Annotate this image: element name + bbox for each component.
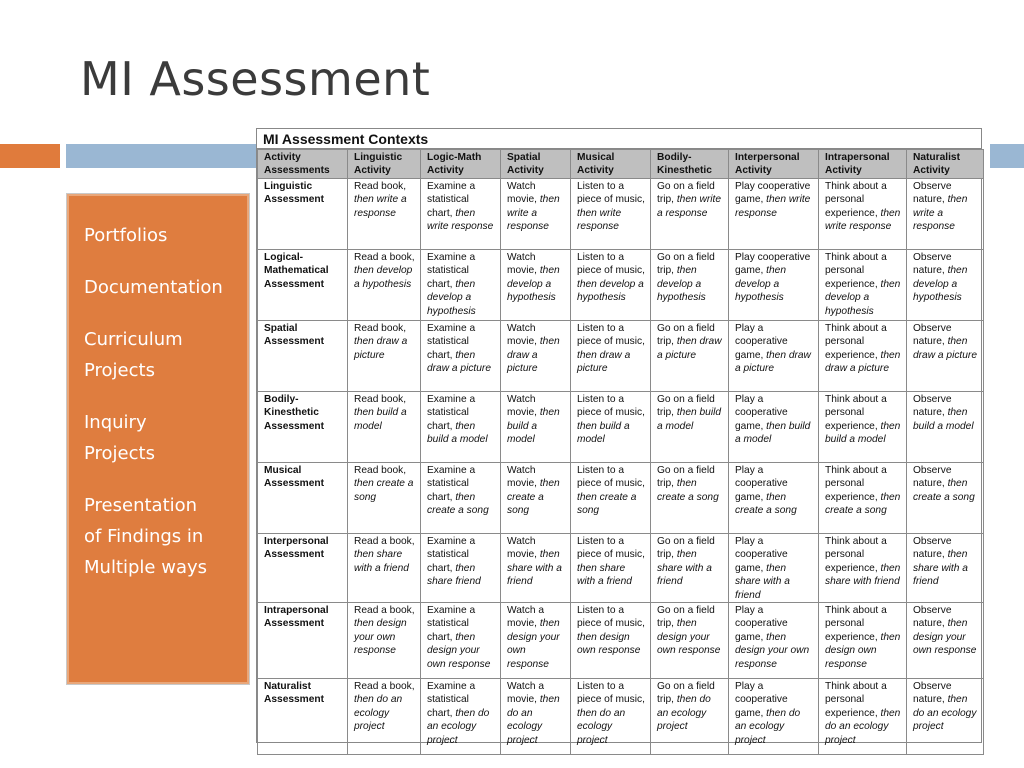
column-header: Bodily-Kinesthetic [651,150,729,179]
table-cell [421,250,501,321]
cell-task-text: then design your own response [507,618,560,670]
column-header: Activity Assessments [258,150,348,179]
cell-activity-text: Think about a personal experience, [825,536,887,574]
table-cell [348,179,421,250]
cell-activity-text: Read a book, [354,536,415,547]
cell-task-text: then write a response [354,194,407,219]
cell-task-text: then share with friend [825,562,901,588]
table-cell [907,250,984,321]
cell-activity-text: Think about a personal experience, [825,394,887,432]
cell-activity-text: Watch a movie, [507,681,544,706]
cell-task-text: then draw a picture [427,349,491,375]
cell-activity-text: Listen to a piece of music, [577,323,645,348]
sidebar-item-curriculum-projects: Curriculum Projects [84,329,183,381]
cell-task-text: then build a model [657,407,722,432]
column-header: Spatial Activity [501,150,571,179]
cell-task-text: then write response [427,207,494,233]
cell-activity-text: Go on a field trip, [657,605,715,630]
table-cell [651,679,729,755]
cell-task-text: then write response [735,194,811,219]
cell-activity-text: Go on a field trip, [657,536,715,561]
cell-task-text: then write a response [657,194,721,219]
cell-task-text: then design your own response [354,618,407,657]
cell-activity-text: Listen to a piece of music, [577,252,645,277]
cell-activity-text: Listen to a piece of music, [577,605,645,630]
table-cell [651,463,729,534]
cell-activity-text: Play a cooperative game, [735,536,788,574]
cell-activity-text: Think about a personal experience, [825,181,887,219]
cell-activity-text: Go on a field trip, [657,681,715,706]
table-cell [571,179,651,250]
cell-activity-text: Examine a statistical chart, [427,394,476,432]
table-cell [571,392,651,463]
sidebar-item-documentation: Documentation [84,277,223,298]
table-cell [421,179,501,250]
table-cell [348,534,421,603]
cell-activity-text: Examine a statistical chart, [427,681,476,719]
cell-activity-text: Observe nature, [913,465,952,490]
table-row [258,534,984,603]
cell-task-text: then create a song [657,478,719,503]
table-cell [501,603,571,679]
cell-task-text: then write response [825,207,901,233]
table-cell [501,250,571,321]
table-cell [819,463,907,534]
cell-activity-text: Listen to a piece of music, [577,536,645,561]
cell-task-text: then design your own response [735,631,810,670]
cell-task-text: then share with a friend [577,562,632,588]
cell-activity-text: Play a cooperative game, [735,681,788,719]
sidebar-item-portfolios: Portfolios [84,225,168,246]
assessment-table [257,149,984,755]
table-row [258,679,984,755]
cell-activity-text: Listen to a piece of music, [577,681,645,706]
cell-task-text: then do an ecology project [354,694,403,733]
cell-task-text: then design your own response [657,618,721,657]
cell-activity-text: Observe nature, [913,394,952,419]
cell-task-text: then build a model [507,407,560,446]
column-header: Musical Activity [571,150,651,179]
cell-task-text: then share with a friend [735,562,790,601]
cell-activity-text: Examine a statistical chart, [427,252,476,290]
cell-activity-text: Think about a personal experience, [825,605,887,643]
cell-task-text: then do an ecology project [427,707,490,746]
cell-activity-text: Watch movie, [507,252,540,277]
cell-task-text: then develop a hypothesis [735,265,786,304]
cell-task-text: then build a model [913,407,974,432]
cell-task-text: then share with a friend [657,549,712,588]
table-row [258,250,984,321]
table-row [258,603,984,679]
cell-activity-text: Observe nature, [913,605,952,630]
table-cell [571,321,651,392]
table-cell [348,463,421,534]
cell-task-text: then develop a hypothesis [354,265,413,290]
cell-task-text: then create a song [825,491,901,517]
row-header: Naturalist Assessment [258,679,348,755]
table-cell [729,603,819,679]
table-cell [571,679,651,755]
cell-task-text: then draw a picture [913,336,977,361]
table-cell [571,534,651,603]
table-body [258,179,984,755]
table-cell [819,250,907,321]
table-cell [819,392,907,463]
cell-activity-text: Watch movie, [507,181,540,206]
table-header-row [258,150,984,179]
table-cell [421,321,501,392]
cell-activity-text: Examine a statistical chart, [427,323,476,361]
table-cell [348,603,421,679]
cell-task-text: then draw a picture [657,336,722,361]
cell-task-text: then share friend [427,562,481,588]
table-cell [729,250,819,321]
cell-task-text: then create a song [735,491,797,517]
cell-activity-text: Examine a statistical chart, [427,465,476,503]
cell-activity-text: Think about a personal experience, [825,252,887,290]
table-cell [348,679,421,755]
cell-activity-text: Examine a statistical chart, [427,181,476,219]
slide-title: MI Assessment [80,52,431,106]
table-cell [421,679,501,755]
table-cell [651,250,729,321]
table-cell [501,392,571,463]
cell-activity-text: Read book, [354,323,407,334]
cell-activity-text: Observe nature, [913,681,952,706]
cell-activity-text: Read book, [354,181,407,192]
cell-task-text: then do an ecology project [577,707,626,746]
table-cell [729,534,819,603]
table-cell [729,679,819,755]
cell-task-text: then develop a hypothesis [577,278,644,304]
cell-activity-text: Go on a field trip, [657,252,715,277]
cell-activity-text: Watch movie, [507,465,540,490]
cell-activity-text: Observe nature, [913,181,952,206]
cell-activity-text: Watch movie, [507,323,540,348]
cell-task-text: then draw a picture [354,336,408,361]
cell-activity-text: Play a cooperative game, [735,394,788,432]
column-header: Logic-Math Activity [421,150,501,179]
cell-activity-text: Go on a field trip, [657,181,715,206]
cell-task-text: then share with a friend [354,549,409,574]
table-cell [907,534,984,603]
cell-activity-text: Play cooperative game, [735,181,811,206]
table-cell [421,603,501,679]
column-header: Interpersonal Activity [729,150,819,179]
cell-activity-text: Observe nature, [913,323,952,348]
table-row [258,392,984,463]
column-header: Linguistic Activity [348,150,421,179]
row-header: Logical-Mathematical Assessment [258,250,348,321]
cell-task-text: then create a song [577,491,637,517]
cell-task-text: then draw a picture [507,336,560,375]
table-cell [907,603,984,679]
table-cell [819,179,907,250]
cell-task-text: then develop a hypothesis [507,265,560,304]
table-cell [907,679,984,755]
table-cell [348,321,421,392]
cell-task-text: then create a song [507,478,560,517]
cell-task-text: then write a response [913,194,968,233]
cell-activity-text: Think about a personal experience, [825,681,887,719]
decor-band-orange [0,144,60,168]
table-cell [907,463,984,534]
cell-task-text: then design own response [577,631,641,657]
table-cell [907,321,984,392]
table-cell [421,392,501,463]
cell-activity-text: Watch movie, [507,394,540,419]
row-header: Spatial Assessment [258,321,348,392]
cell-activity-text: Observe nature, [913,252,952,277]
table-cell [729,392,819,463]
cell-task-text: then build a model [825,420,901,446]
cell-activity-text: Go on a field trip, [657,465,715,490]
table-cell [501,179,571,250]
table-cell [501,679,571,755]
cell-activity-text: Go on a field trip, [657,323,715,348]
table-cell [819,321,907,392]
table-cell [348,250,421,321]
cell-activity-text: Read a book, [354,252,415,263]
cell-activity-text: Think about a personal experience, [825,323,887,361]
table-cell [421,463,501,534]
cell-task-text: then draw a picture [577,349,631,375]
cell-activity-text: Play a cooperative game, [735,465,788,503]
table-cell [729,321,819,392]
cell-task-text: then design own response [825,631,901,670]
table-cell [571,603,651,679]
cell-task-text: then build a model [735,420,811,446]
cell-activity-text: Listen to a piece of music, [577,181,645,206]
table-cell [651,179,729,250]
table-row [258,463,984,534]
row-header: Interpersonal Assessment [258,534,348,603]
cell-task-text: then create a song [354,478,414,503]
cell-task-text: then build a model [427,420,488,446]
table-cell [819,679,907,755]
table-cell [729,463,819,534]
cell-task-text: then share with a friend [507,549,562,588]
cell-activity-text: Go on a field trip, [657,394,715,419]
cell-task-text: then design your own response [427,631,491,670]
table-cell [501,534,571,603]
cell-activity-text: Read a book, [354,605,415,617]
table-cell [651,534,729,603]
cell-activity-text: Listen to a piece of music, [577,465,645,490]
cell-task-text: then develop a hypothesis [913,265,968,304]
table-cell [819,534,907,603]
cell-activity-text: Read a book, [354,681,415,693]
cell-activity-text: Examine a statistical chart, [427,536,476,574]
table-cell [651,392,729,463]
cell-activity-text: Listen to a piece of music, [577,394,645,419]
table-cell [651,321,729,392]
column-header: Naturalist Activity [907,150,984,179]
cell-activity-text: Play cooperative game, [735,252,811,277]
row-header: Intrapersonal Assessment [258,603,348,679]
cell-task-text: then develop a hypothesis [657,265,706,304]
sidebar-panel [66,193,250,685]
table-cell [907,392,984,463]
table-cell [651,603,729,679]
cell-activity-text: Think about a personal experience, [825,465,887,503]
decor-band-blue-right [990,144,1024,168]
table-cell [501,463,571,534]
cell-task-text: then build a model [577,420,630,446]
cell-activity-text: Watch a movie, [507,605,544,630]
assessment-table-container [256,128,982,746]
cell-task-text: then do an ecology project [735,707,801,746]
cell-task-text: then develop a hypothesis [825,278,901,317]
cell-activity-text: Watch movie, [507,536,540,561]
table-cell [571,463,651,534]
sidebar-item-inquiry-projects: Inquiry Projects [84,412,155,464]
cell-task-text: then do an ecology project [825,707,901,746]
table-row [258,321,984,392]
cell-task-text: then do an ecology project [913,694,977,733]
cell-activity-text: Examine a statistical chart, [427,605,476,643]
cell-task-text: then develop a hypothesis [427,278,476,317]
cell-task-text: then design your own response [913,618,977,657]
cell-task-text: then create a song [427,491,489,517]
row-header: Linguistic Assessment [258,179,348,250]
column-header: Intrapersonal Activity [819,150,907,179]
cell-activity-text: Play a cooperative game, [735,605,788,643]
table-cell [421,534,501,603]
table-row [258,179,984,250]
cell-task-text: then do an ecology project [507,694,560,746]
table-cell [348,392,421,463]
sidebar-item-presentation: Presentation of Findings in Multiple ways [84,495,208,578]
decor-band-blue-left [66,144,256,168]
row-header: Bodily-Kinesthetic Assessment [258,392,348,463]
table-cell [571,250,651,321]
table-cell [907,179,984,250]
cell-task-text: then create a song [913,478,975,503]
cell-activity-text: Read book, [354,465,407,476]
cell-task-text: then share with a friend [913,549,968,588]
cell-task-text: then draw a picture [825,349,901,375]
cell-task-text: then write response [577,207,622,233]
cell-activity-text: Play a cooperative game, [735,323,788,361]
table-caption: MI Assessment Contexts [257,129,981,149]
table-cell [819,603,907,679]
cell-task-text: then build a model [354,407,407,432]
cell-task-text: then write a response [507,194,560,233]
cell-task-text: then draw a picture [735,349,811,375]
table-cell [729,179,819,250]
table-cell [501,321,571,392]
cell-task-text: then do an ecology project [657,694,711,733]
cell-activity-text: Read book, [354,394,407,405]
cell-activity-text: Observe nature, [913,536,952,561]
row-header: Musical Assessment [258,463,348,534]
